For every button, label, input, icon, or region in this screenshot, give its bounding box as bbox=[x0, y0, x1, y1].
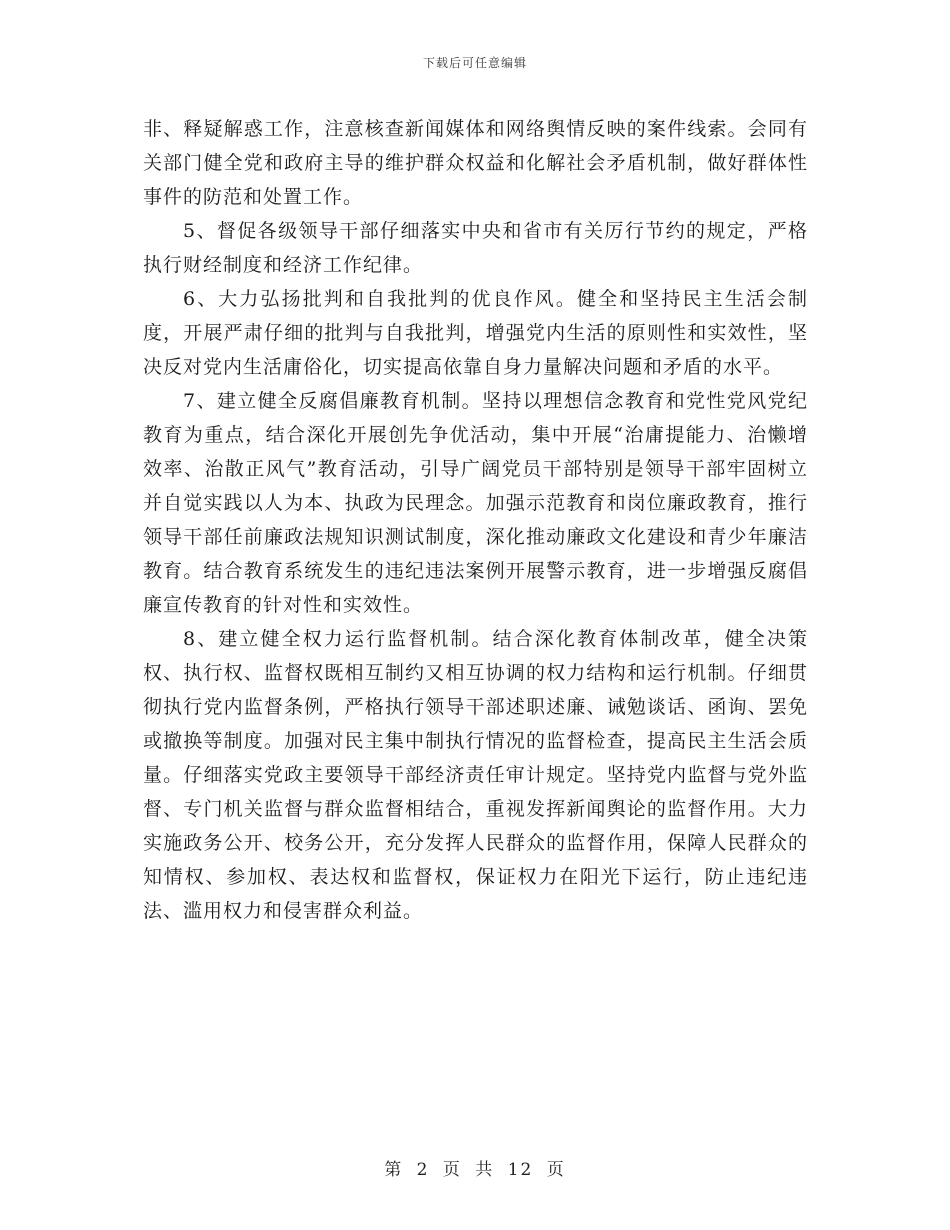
header-note: 下载后可任意编辑 bbox=[422, 56, 527, 70]
footer-total-pages: 12 bbox=[507, 1160, 534, 1180]
footer-prefix: 第 bbox=[384, 1160, 404, 1180]
paragraph-continuation: 非、释疑解惑工作，注意核查新闻媒体和网络舆情反映的案件线索。会同有关部门健全党和政府主导的维护群众权益和化解社会矛盾机制，做好群体性事件的防范和处置工作。 bbox=[143, 118, 808, 208]
footer-total-word: 共 bbox=[475, 1160, 495, 1180]
footer-current-page: 2 bbox=[416, 1160, 430, 1180]
paragraph-item-7: 7、建立健全反腐倡廉教育机制。坚持以理想信念教育和党性党风党纪教育为重点，结合深化开展创先争优活动，集中开展“治庸提能力、治懒增效率、治散正风气”教育活动，引导广阔党员干部特别是领导干部牢固树立并自觉实践以人为本、执政为民理念。加强示范教育和岗位廉政教育，推行领导干部任前廉政法规知识测试制度，深化推动廉政文化建设和青少年廉洁教育。结合教育系统发生的违纪违法案例开展警示教育，进一步增强反腐倡廉宣传教育的针对性和实效性。 bbox=[143, 390, 808, 616]
paragraph-item-5: 5、督促各级领导干部仔细落实中央和省市有关厉行节约的规定，严格执行财经制度和经济工作纪律。 bbox=[143, 220, 808, 276]
document-body bbox=[143, 112, 808, 928]
page-number-footer bbox=[0, 1155, 950, 1180]
paragraph-item-8: 8、建立健全权力运行监督机制。结合深化教育体制改革，健全决策权、执行权、监督权既相互制约又相互协调的权力结构和运行机制。仔细贯彻执行党内监督条例，严格执行领导干部述职述廉、诫勉谈话、函询、罢免或撤换等制度。加强对民主集中制执行情况的监督检查，提高民主生活会质量。仔细落实党政主要领导干部经济责任审计规定。坚持党内监督与党外监督、专门机关监督与群众监督相结合，重视发挥新闻舆论的监督作用。大力实施政务公开、校务公开，充分发挥人民群众的监督作用，保障人民群众的知情权、参加权、表达权和监督权，保证权力在阳光下运行，防止违纪违法、滥用权力和侵害群众利益。 bbox=[143, 628, 808, 922]
footer-page-word: 页 bbox=[442, 1160, 462, 1180]
footer-suffix: 页 bbox=[546, 1160, 566, 1180]
paragraph-item-6: 6、大力弘扬批判和自我批判的优良作风。健全和坚持民主生活会制度，开展严肃仔细的批判与自我批判，增强党内生活的原则性和实效性，坚决反对党内生活庸俗化，切实提高依靠自身力量解决问题和矛盾的水平。 bbox=[143, 288, 808, 378]
